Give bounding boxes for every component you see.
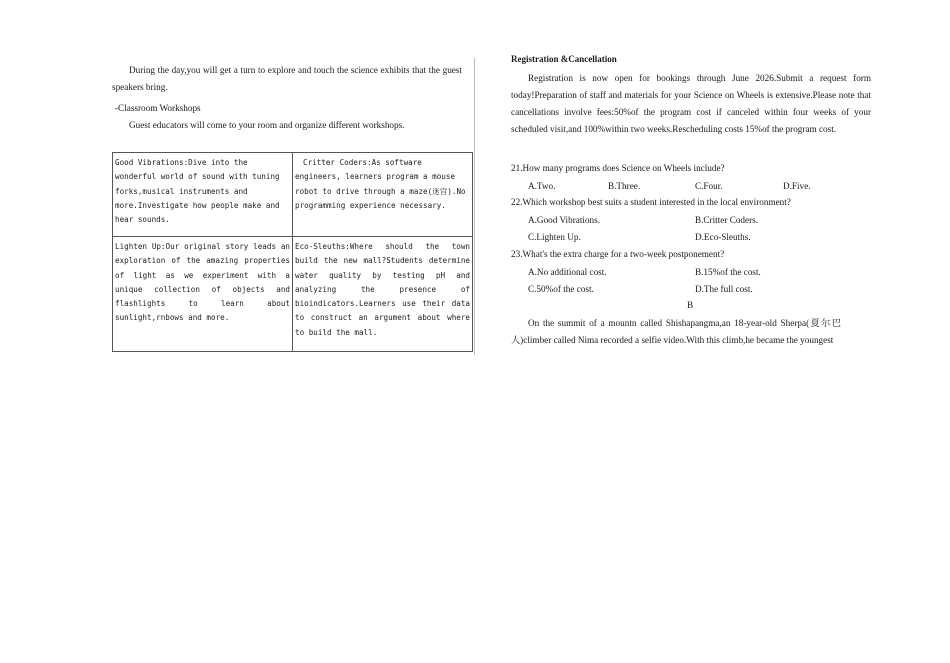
option-c: C.Four. xyxy=(695,181,723,191)
registration-paragraph: Registration is now open for bookings through June 2026.Submit a request form today!Preparation of staff and materials for your Science on Wheels is extensive.Please note that cancellations involve fees:50%of the program cost if canceled within four weeks of your scheduled visit,and 100%within two weeks.Rescheduling costs 15%of the program cost. xyxy=(511,73,871,134)
registration-heading: Registration &Cancellation xyxy=(511,54,617,64)
passage-b-paragraph: On the summit of a mountn called Shishapangma,an 18-year-old Sherpa(夏尔巴人)climber called Nima recorded a selfie video.With this climb,he became the youngest xyxy=(511,318,841,345)
workshop-critter-coders: Critter Coders:As software engineers, learners program a mouse robot to drive through a maze(迷宫).No programming experience necessary. xyxy=(295,158,466,210)
section-letter-b: B xyxy=(687,300,694,310)
option-b: B.Three. xyxy=(608,181,641,191)
option-d: D.The full cost. xyxy=(695,284,753,294)
section-text: Guest educators will come to your room and organize different workshops. xyxy=(129,120,405,130)
option-d: D.Eco-Sleuths. xyxy=(695,232,751,242)
workshop-cell xyxy=(113,237,293,352)
workshop-cell xyxy=(293,237,473,352)
workshop-eco-sleuths: Eco-Sleuths:Where should the town build the new mall?Students determine water quality by testing pH and analyzing the presence of bioindicators.Learners use their data to construct an argument about where to build the mall. xyxy=(295,242,470,337)
intro-paragraph: During the day,you will get a turn to explore and touch the science exhibits that the guest speakers bring. xyxy=(112,65,462,92)
workshop-good-vibrations: Good Vibrations:Dive into the wonderful world of sound with tuning forks,musical instruments and more.Investigate how people make and hear sounds. xyxy=(115,158,280,225)
workshop-cell xyxy=(293,153,473,237)
question-21: 21.How many programs does Science on Wheels include? xyxy=(511,163,725,173)
column-divider xyxy=(474,58,475,355)
section-heading: -Classroom Workshops xyxy=(115,103,201,113)
option-a: A.Good Vibrations. xyxy=(528,215,601,225)
option-a: A.Two. xyxy=(528,181,556,191)
option-b: B.15%of the cost. xyxy=(695,267,761,277)
workshop-cell xyxy=(113,153,293,237)
workshop-table xyxy=(112,152,473,352)
option-b: B.Critter Coders. xyxy=(695,215,759,225)
option-c: C.50%of the cost. xyxy=(528,284,594,294)
option-c: C.Lighten Up. xyxy=(528,232,581,242)
workshop-lighten-up: Lighten Up:Our original story leads an exploration of the amazing properties of light as we experiment with a unique collection of objects and flashlights to learn about sunlight,rnbows and more. xyxy=(115,242,290,323)
option-a: A.No additional cost. xyxy=(528,267,607,277)
option-d: D.Five. xyxy=(783,181,811,191)
question-23: 23.What's the extra charge for a two-week postponement? xyxy=(511,249,725,259)
question-22: 22.Which workshop best suits a student interested in the local environment? xyxy=(511,197,791,207)
